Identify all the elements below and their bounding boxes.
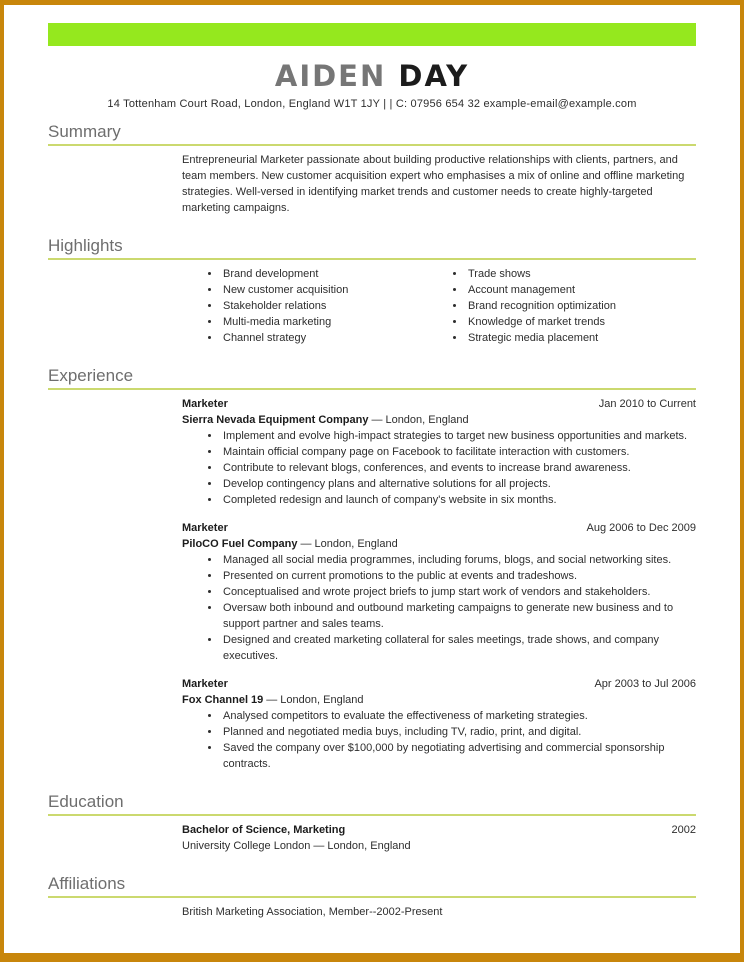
affiliations-body [182,898,696,928]
highlight-item: • Trade shows [466,266,696,282]
experience-heading: Experience [48,366,696,390]
summary-text: Entrepreneurial Marketer passionate about building productive relationships with clients, partners, and team members. New customer acquisition expert who emphasises a mix of online and offline marketing strategies. Well-versed in identifying market trends and customer needs to create highly-targeted marketing campaigns. [182,154,685,214]
candidate-last-name: DAY [398,59,470,93]
school-location: London, England [327,840,411,852]
job-bullet: • Planned and negotiated media buys, including TV, radio, print, and digital. [221,724,696,740]
section-experience [48,366,696,780]
experience-body [182,390,696,780]
job-bullet: • Maintain official company page on Facebook to facilitate interaction with customers. [221,444,696,460]
highlights-column-1 [182,266,427,346]
job-header [182,396,696,412]
job-title: Marketer [182,678,228,690]
job-dates: Jan 2010 to Current [598,398,696,410]
job-entry [182,676,696,772]
job-title: Marketer [182,398,228,410]
section-affiliations [48,874,696,928]
contact-line: 14 Tottenham Court Road, London, England W1T 1JY | | C: 07956 654 32 example-email@example.com [107,98,637,110]
job-company-line [182,692,696,708]
dash-separator: — [300,538,312,550]
school-line [182,838,696,854]
highlight-item: • Stakeholder relations [221,298,427,314]
job-bullet: • Develop contingency plans and alternative solutions for all projects. [221,476,696,492]
job-company: Fox Channel 19 [182,694,264,706]
dash-separator: — [313,840,325,852]
job-location: London, England [280,694,364,706]
affiliations-heading: Affiliations [48,874,696,898]
job-entry [182,396,696,508]
job-company-line [182,536,696,552]
dash-separator: — [266,694,278,706]
highlight-item: • Channel strategy [221,330,427,346]
summary-body [182,146,696,224]
highlights-body [182,260,696,354]
education-body [182,816,696,862]
job-company-line [182,412,696,428]
candidate-name [4,58,740,94]
job-bullet: • Contribute to relevant blogs, conferences, and events to increase brand awareness. [221,460,696,476]
highlight-item: • Account management [466,282,696,298]
accent-bar [48,23,696,46]
job-company: Sierra Nevada Equipment Company [182,414,369,426]
job-header [182,676,696,692]
job-bullets [182,552,696,664]
degree-name: Bachelor of Science, Marketing [182,824,346,836]
job-header [182,520,696,536]
highlight-item: • Knowledge of market trends [466,314,696,330]
job-location: London, England [314,538,398,550]
job-entry [182,520,696,664]
graduation-year: 2002 [671,824,696,836]
job-bullet: • Managed all social media programmes, including forums, blogs, and social networking sites. [221,552,696,568]
job-location: London, England [385,414,469,426]
affiliation-text: British Marketing Association, Member--2002-Present [182,906,443,918]
job-bullet: • Implement and evolve high-impact strategies to target new business opportunities and markets. [221,428,696,444]
summary-heading: Summary [48,122,696,146]
school-name: University College London [182,840,311,852]
highlight-item: • Brand development [221,266,427,282]
section-summary [48,122,696,224]
job-bullet: • Designed and created marketing collateral for sales meetings, trade shows, and company executives. [221,632,696,664]
job-bullets [182,708,696,772]
highlight-item: • Strategic media placement [466,330,696,346]
section-education [48,792,696,862]
section-highlights [48,236,696,354]
education-header [182,822,696,838]
highlight-item: • New customer acquisition [221,282,427,298]
job-bullets [182,428,696,508]
highlights-column-2 [427,266,696,346]
highlight-item: • Multi-media marketing [221,314,427,330]
job-bullet: • Oversaw both inbound and outbound marketing campaigns to generate new business and to support partner and sales teams. [221,600,696,632]
job-dates: Apr 2003 to Jul 2006 [594,678,696,690]
job-bullet: • Conceptualised and wrote project briefs to jump start work of vendors and stakeholders. [221,584,696,600]
education-heading: Education [48,792,696,816]
highlights-columns [182,266,696,346]
job-dates: Aug 2006 to Dec 2009 [586,522,696,534]
job-bullet: • Analysed competitors to evaluate the effectiveness of marketing strategies. [221,708,696,724]
job-bullet: • Completed redesign and launch of company's website in six months. [221,492,696,508]
dash-separator: — [371,414,383,426]
job-title: Marketer [182,522,228,534]
job-bullet: • Presented on current promotions to the public at events and tradeshows. [221,568,696,584]
candidate-first-name: AIDEN [274,59,387,93]
job-bullet: • Saved the company over $100,000 by negotiating advertising and commercial sponsorship contracts. [221,740,696,772]
highlights-heading: Highlights [48,236,696,260]
highlight-item: • Brand recognition optimization [466,298,696,314]
job-company: PiloCO Fuel Company [182,538,298,550]
